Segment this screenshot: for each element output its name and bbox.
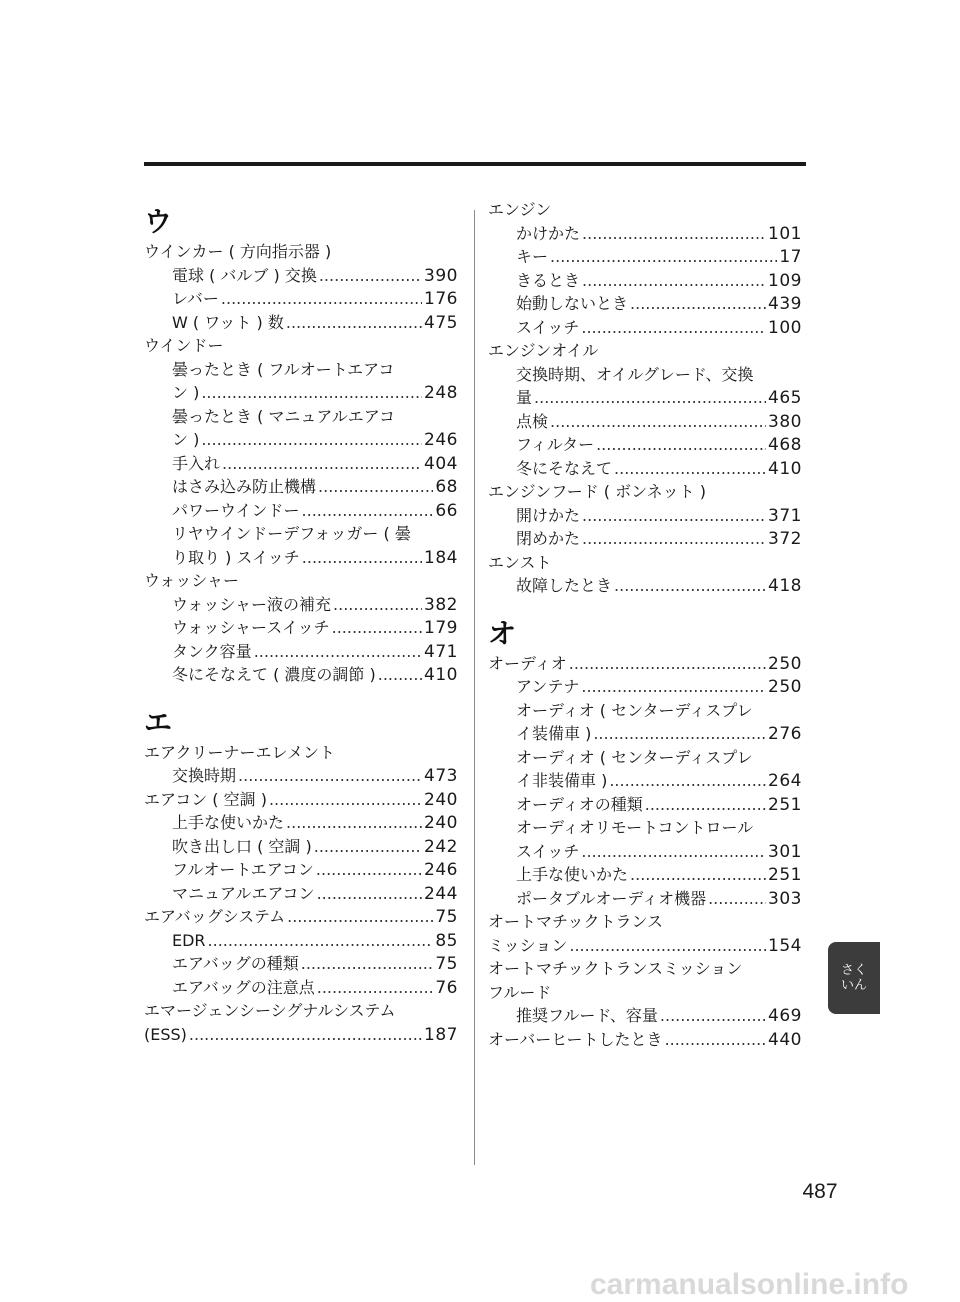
dot-leader	[302, 499, 434, 523]
entry-text: オーディオの種類	[516, 794, 643, 814]
dot-leader	[201, 381, 422, 405]
entry-text: 点検	[516, 411, 549, 431]
entry-page-number[interactable]: 264	[768, 771, 802, 791]
entry-page-number[interactable]: 76	[435, 977, 458, 998]
index-entry[interactable]	[488, 1004, 802, 1028]
index-column-right	[488, 198, 802, 1051]
entry-text: EDR	[172, 930, 206, 950]
entry-text: オートマチックトランス	[488, 912, 664, 931]
entry-page-number[interactable]: 418	[768, 576, 802, 596]
entry-text: 閉めかた	[516, 529, 581, 548]
section-heading: オ	[488, 616, 517, 650]
index-entry[interactable]	[488, 793, 802, 817]
index-entry-heading	[488, 339, 802, 363]
index-entry[interactable]	[488, 457, 802, 481]
dot-leader	[581, 675, 766, 699]
dot-leader	[238, 764, 422, 788]
dot-leader	[708, 887, 766, 911]
entry-text: パワーウインドー	[172, 500, 300, 520]
dot-leader	[301, 952, 434, 976]
index-entry[interactable]	[488, 433, 802, 457]
entry-page-number[interactable]: 303	[768, 888, 802, 909]
entry-text: 交換時期	[172, 766, 237, 785]
entry-page-number[interactable]: 250	[768, 653, 802, 674]
entry-page-number[interactable]: 154	[768, 935, 802, 956]
entry-page-number[interactable]: 75	[435, 954, 458, 974]
entry-text: ン )	[172, 430, 200, 449]
dot-leader	[550, 410, 766, 434]
index-entry[interactable]	[488, 410, 802, 434]
entry-page-number[interactable]: 471	[424, 641, 458, 662]
column-divider	[474, 210, 475, 1165]
entry-page-number[interactable]: 184	[424, 547, 458, 568]
entry-text: 曇ったとき ( フルオートエアコ	[172, 359, 395, 379]
index-entry[interactable]	[488, 652, 802, 676]
dot-leader	[378, 663, 422, 687]
index-entry[interactable]	[144, 1023, 458, 1047]
dot-leader	[269, 788, 422, 812]
dot-leader	[665, 1028, 766, 1052]
dot-leader	[333, 593, 422, 617]
entry-page-number[interactable]: 176	[424, 289, 458, 309]
dot-leader	[287, 905, 433, 929]
entry-text: 手入れ	[172, 453, 221, 473]
entry-text: エンスト	[488, 552, 552, 572]
entry-page-number[interactable]: 380	[768, 411, 802, 432]
entry-text: フィルター	[516, 435, 595, 454]
entry-page-number[interactable]: 439	[768, 294, 802, 314]
side-tab-label-line2: いん	[840, 978, 867, 993]
entry-page-number[interactable]: 242	[424, 836, 458, 857]
entry-text: 量	[516, 388, 533, 407]
dot-leader	[314, 835, 422, 859]
entry-text: 故障したとき	[516, 576, 613, 595]
index-entry-heading	[144, 999, 458, 1023]
dot-leader	[593, 722, 766, 746]
dot-leader	[569, 652, 766, 676]
index-entry[interactable]	[488, 574, 802, 598]
entry-page-number[interactable]: 179	[424, 618, 458, 638]
entry-page-number[interactable]: 465	[768, 388, 802, 408]
entry-page-number[interactable]: 100	[768, 317, 802, 338]
index-entry[interactable]	[488, 245, 802, 269]
dot-leader	[582, 504, 766, 528]
dot-leader	[582, 527, 766, 551]
dot-leader	[319, 264, 422, 288]
entry-text: スイッチ	[516, 317, 580, 337]
entry-text: ミッション	[488, 935, 568, 955]
dot-leader	[581, 316, 766, 340]
entry-text: きるとき	[516, 270, 581, 290]
index-entry[interactable]	[144, 287, 458, 311]
dot-leader	[316, 858, 422, 882]
index-entry[interactable]	[488, 840, 802, 864]
entry-page-number[interactable]: 382	[424, 594, 458, 615]
index-entry[interactable]	[144, 882, 458, 906]
index-entry[interactable]	[144, 764, 458, 788]
entry-text: り取り ) スイッチ	[172, 547, 300, 567]
index-entry[interactable]	[144, 952, 458, 976]
section-heading: エ	[144, 705, 173, 739]
index-entry[interactable]	[144, 593, 458, 617]
entry-text: 始動しないとき	[516, 294, 629, 313]
entry-text: エンジン	[488, 200, 552, 219]
dot-leader	[630, 863, 766, 887]
index-entry[interactable]	[144, 905, 458, 929]
dot-leader	[302, 546, 422, 570]
index-entry-heading	[488, 699, 802, 723]
entry-text: 曇ったとき ( マニュアルエアコ	[172, 406, 395, 426]
index-entry[interactable]	[488, 386, 802, 410]
entry-text: エンジンフード ( ボンネット )	[488, 482, 706, 501]
index-column-left	[144, 198, 458, 1046]
side-tab-label-line1: さく	[840, 963, 867, 978]
index-entry-heading	[488, 957, 802, 981]
entry-text: ウインドー	[144, 336, 224, 355]
index-entry[interactable]	[144, 976, 458, 1000]
index-entry[interactable]	[488, 769, 802, 793]
index-entry[interactable]	[144, 788, 458, 812]
index-entry-heading	[488, 198, 802, 222]
index-entry-heading	[144, 522, 458, 546]
index-entry-heading	[488, 480, 802, 504]
entry-page-number[interactable]: 240	[424, 789, 458, 810]
entry-page-number[interactable]: 68	[435, 477, 458, 497]
dot-leader	[645, 793, 766, 817]
dot-leader	[332, 616, 422, 640]
index-entry[interactable]	[488, 222, 802, 246]
index-entry[interactable]	[488, 863, 802, 887]
entry-text: オーディオリモートコントロール	[516, 818, 754, 837]
entry-text: イ非装備車 )	[516, 771, 608, 790]
dot-leader	[208, 929, 434, 953]
entry-page-number[interactable]: 276	[768, 724, 802, 744]
index-entry[interactable]	[488, 504, 802, 528]
entry-text: はさみ込み防止機構	[172, 477, 317, 496]
entry-page-number[interactable]: 251	[768, 794, 802, 815]
index-entry[interactable]	[144, 929, 458, 953]
dot-leader	[286, 811, 422, 835]
entry-text: フルード	[488, 982, 552, 1002]
entry-page-number[interactable]: 440	[768, 1029, 802, 1050]
index-entry[interactable]	[488, 1028, 802, 1052]
index-entry-heading	[488, 910, 802, 934]
dot-leader	[317, 976, 434, 1000]
entry-page-number[interactable]: 251	[768, 865, 802, 885]
entry-page-number[interactable]: 410	[768, 458, 802, 479]
index-entry[interactable]	[144, 811, 458, 835]
entry-page-number[interactable]: 17	[779, 247, 802, 267]
entry-page-number[interactable]: 75	[435, 907, 458, 927]
entry-page-number[interactable]: 248	[424, 383, 458, 403]
index-entry-heading	[144, 358, 458, 382]
entry-text: ウインカー ( 方向指示器 )	[144, 242, 332, 261]
entry-text: 冬にそなえて	[516, 458, 613, 478]
entry-text: エアクリーナーエレメント	[144, 742, 336, 762]
index-entry-heading	[144, 741, 458, 765]
entry-text: ウォッシャー	[144, 571, 240, 590]
dot-leader	[569, 934, 766, 958]
index-entry-heading	[144, 240, 458, 264]
entry-text: オートマチックトランスミッション	[488, 959, 743, 978]
entry-page-number[interactable]: 246	[424, 860, 458, 880]
entry-text: ポータブルオーディオ機器	[516, 888, 707, 908]
dot-leader	[221, 287, 422, 311]
entry-text: タンク容量	[172, 641, 252, 661]
index-side-tab[interactable]	[828, 942, 880, 1014]
index-entry[interactable]	[144, 835, 458, 859]
entry-page-number[interactable]: 250	[768, 677, 802, 697]
entry-text: レバー	[172, 289, 219, 308]
entry-text: オーディオ ( センターディスプレ	[516, 747, 753, 767]
index-entry[interactable]	[488, 269, 802, 293]
entry-text: 上手な使いかた	[516, 865, 629, 884]
entry-text: エアコン ( 空調 )	[144, 789, 267, 809]
dot-leader	[222, 452, 422, 476]
entry-text: 電球 ( バルブ ) 交換	[172, 265, 317, 285]
entry-text: エアバッグシステム	[144, 907, 286, 926]
index-entry-heading	[144, 334, 458, 358]
entry-page-number[interactable]: 244	[424, 883, 458, 904]
dot-leader	[582, 269, 766, 293]
entry-text: マニュアルエアコン	[172, 883, 315, 903]
entry-text: ウォッシャー液の補充	[172, 594, 332, 614]
index-entry-heading	[488, 551, 802, 575]
dot-leader	[581, 840, 766, 864]
entry-text: イ装備車 )	[516, 724, 592, 743]
top-rule	[144, 162, 806, 166]
entry-text: フルオートエアコン	[172, 860, 314, 879]
dot-leader	[550, 245, 777, 269]
dot-leader	[609, 769, 766, 793]
entry-page-number[interactable]: 301	[768, 841, 802, 862]
entry-text: エンジンオイル	[488, 341, 599, 360]
index-entry[interactable]	[144, 640, 458, 664]
entry-text: リヤウインドーデフォッガー ( 曇	[172, 524, 411, 543]
index-entry[interactable]	[144, 663, 458, 687]
dot-leader	[582, 222, 766, 246]
index-entry[interactable]	[488, 316, 802, 340]
entry-page-number[interactable]: 473	[424, 766, 458, 786]
watermark: carmanualsonline.info	[590, 1268, 909, 1301]
entry-text: エアバッグの注意点	[172, 977, 315, 997]
index-entry[interactable]	[488, 887, 802, 911]
entry-text: ウォッシャースイッチ	[172, 618, 330, 637]
index-entry-heading	[144, 405, 458, 429]
index-entry[interactable]	[144, 858, 458, 882]
entry-page-number[interactable]: 410	[424, 665, 458, 685]
entry-page-number[interactable]: 371	[768, 505, 802, 526]
index-entry[interactable]	[144, 428, 458, 452]
entry-text: 推奨フルード、容量	[516, 1006, 658, 1025]
dot-leader	[189, 1023, 422, 1047]
dot-leader	[286, 311, 422, 335]
index-entry[interactable]	[488, 292, 802, 316]
index-entry-heading	[488, 816, 802, 840]
dot-leader	[614, 457, 766, 481]
dot-leader	[596, 433, 766, 457]
index-entry-heading	[144, 569, 458, 593]
dot-leader	[201, 428, 422, 452]
entry-text: ン )	[172, 383, 200, 402]
entry-page-number[interactable]: 246	[424, 430, 458, 450]
index-entry[interactable]	[144, 475, 458, 499]
index-entry[interactable]	[488, 675, 802, 699]
entry-page-number[interactable]: 468	[768, 435, 802, 455]
entry-page-number[interactable]: 240	[424, 813, 458, 833]
dot-leader	[317, 882, 422, 906]
entry-text: オーバーヒートしたとき	[488, 1029, 663, 1049]
entry-text: 吹き出し口 ( 空調 )	[172, 836, 312, 856]
entry-page-number[interactable]: 469	[768, 1006, 802, 1026]
index-entry[interactable]	[144, 452, 458, 476]
entry-text: エアバッグの種類	[172, 954, 299, 973]
index-entry[interactable]	[144, 381, 458, 405]
index-entry[interactable]	[488, 527, 802, 551]
index-entry-heading	[488, 363, 802, 387]
entry-text: キー	[516, 247, 549, 266]
index-entry[interactable]	[144, 499, 458, 523]
index-entry-heading	[488, 746, 802, 770]
entry-page-number[interactable]: 101	[768, 223, 802, 244]
entry-text: 開けかた	[516, 505, 581, 525]
entry-text: かけかた	[516, 223, 581, 243]
entry-page-number[interactable]: 372	[768, 529, 802, 549]
entry-text: オーディオ ( センターディスプレ	[516, 700, 753, 720]
entry-text: アンテナ	[516, 677, 580, 696]
index-entry[interactable]	[488, 722, 802, 746]
entry-page-number[interactable]: 390	[424, 265, 458, 286]
entry-text: エマージェンシーシグナルシステム	[144, 1001, 396, 1020]
section-heading: ウ	[144, 205, 173, 238]
entry-page-number[interactable]: 187	[424, 1024, 458, 1045]
entry-text: 上手な使いかた	[172, 813, 285, 832]
index-entry[interactable]	[144, 264, 458, 288]
page-number: 487	[802, 1180, 838, 1203]
index-entry[interactable]	[488, 934, 802, 958]
index-entry[interactable]	[144, 616, 458, 640]
entry-text: (ESS)	[144, 1024, 187, 1044]
entry-page-number[interactable]: 109	[768, 270, 802, 291]
index-entry[interactable]	[144, 546, 458, 570]
entry-text: 交換時期、オイルグレード、交換	[516, 364, 754, 384]
index-entry[interactable]	[144, 311, 458, 335]
dot-leader	[318, 475, 433, 499]
entry-text: 冬にそなえて ( 濃度の調節 )	[172, 665, 376, 684]
entry-page-number[interactable]: 475	[424, 312, 458, 333]
entry-page-number[interactable]: 66	[435, 500, 458, 521]
dot-leader	[630, 292, 766, 316]
index-entry-heading	[488, 981, 802, 1005]
entry-page-number[interactable]: 404	[424, 453, 458, 474]
dot-leader	[534, 386, 766, 410]
entry-text: スイッチ	[516, 841, 580, 861]
entry-text: W ( ワット ) 数	[172, 312, 284, 332]
dot-leader	[660, 1004, 766, 1028]
entry-page-number[interactable]: 85	[435, 930, 458, 951]
entry-text: オーディオ	[488, 653, 567, 673]
dot-leader	[254, 640, 422, 664]
dot-leader	[614, 574, 766, 598]
